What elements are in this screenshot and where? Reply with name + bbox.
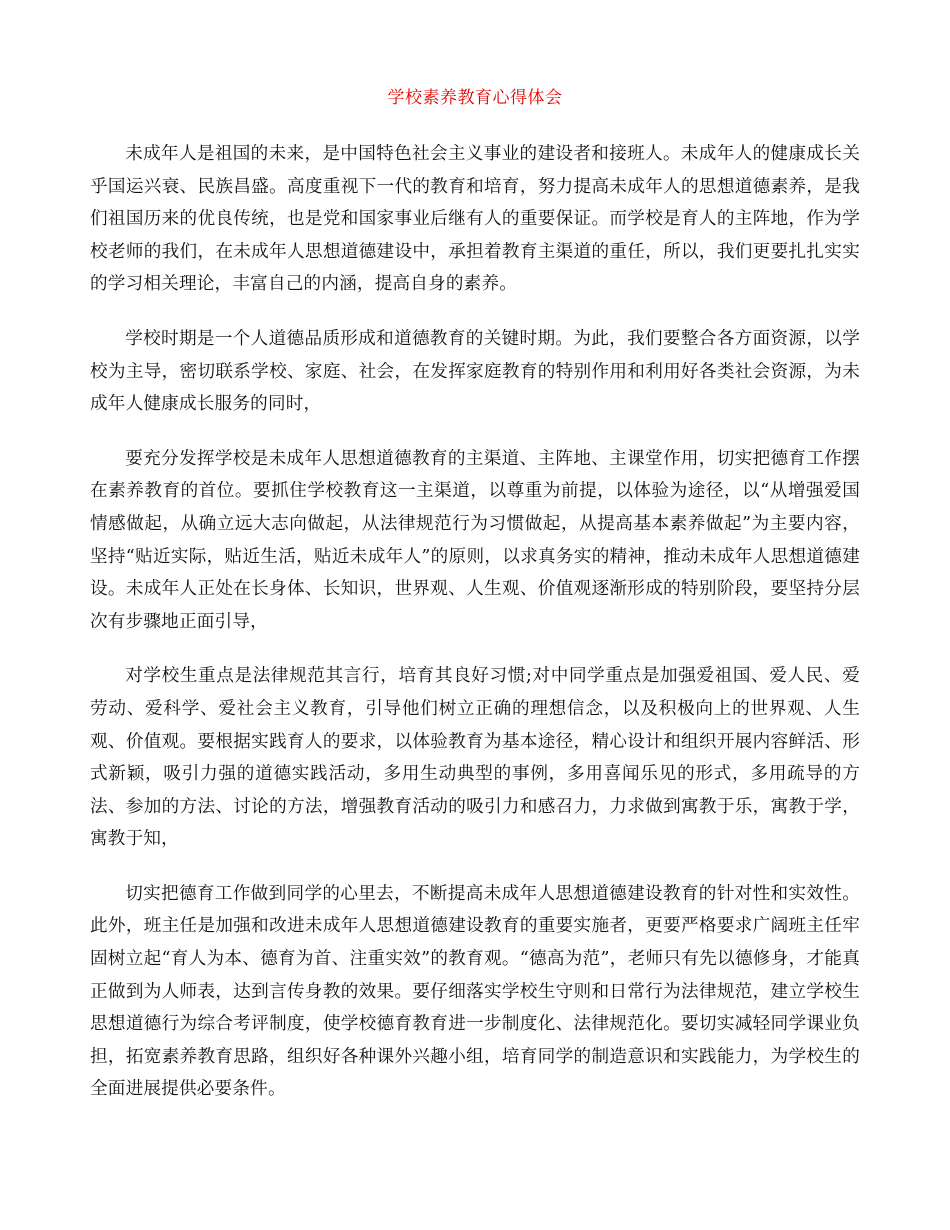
document-body — [90, 138, 860, 1128]
paragraph-2: 学校时期是一个人道德品质形成和道德教育的关键时期。为此，我们要整合各方面资源，以学校为主导，密切联系学校、家庭、社会，在发挥家庭教育的特别作用和利用好各类社会资源，为未成年人健康成长服务的同时， — [90, 328, 860, 415]
document-title: 学校素养教育心得体会 — [387, 88, 563, 108]
paragraph-5: 切实把德育工作做到同学的心里去，不断提高未成年人思想道德建设教育的针对性和实效性。此外，班主任是加强和改进未成年人思想道德建设教育的重要实施者，更要严格要求广阔班主任牢固树立起“育人为本、德育为首、注重实效”的教育观。“德高为范”，老师只有先以德修身，才能真正做到为人师表，达到言传身教的效果。要仔细落实学校生守则和日常行为法律规范，建立学校生思想道德行为综合考评制度，使学校德育教育进一步制度化、法律规范化。要切实减轻同学课业负担，拓宽素养教育思路，组织好各种课外兴趣小组，培育同学的制造意识和实践能力，为学校生的全面进展提供必要条件。 — [90, 883, 860, 1100]
paragraph-4: 对学校生重点是法律规范其言行，培育其良好习惯;对中同学重点是加强爱祖国、爱人民、爱劳动、爱科学、爱社会主义教育，引导他们树立正确的理想信念，以及积极向上的世界观、人生观、价值观。要根据实践育人的要求，以体验教育为基本途径，精心设计和组织开展内容鲜活、形式新颖，吸引力强的道德实践活动，多用生动典型的事例，多用喜闻乐见的形式，多用疏导的方法、参加的方法、讨论的方法，增强教育活动的吸引力和感召力，力求做到寓教于乐，寓教于学，寓教于知， — [90, 666, 860, 850]
paragraph-1: 未成年人是祖国的未来，是中国特色社会主义事业的建设者和接班人。未成年人的健康成长关乎国运兴衰、民族昌盛。高度重视下一代的教育和培育，努力提高未成年人的思想道德素养，是我们祖国历来的优良传统，也是党和国家事业后继有人的重要保证。而学校是育人的主阵地，作为学校老师的我们，在未成年人思想道德建设中，承担着教育主渠道的重任，所以，我们更要扎扎实实的学习相关理论，丰富自己的内涵，提高自身的素养。 — [90, 144, 860, 295]
paragraph-3: 要充分发挥学校是未成年人思想道德教育的主渠道、主阵地、主课堂作用，切实把德育工作摆在素养教育的首位。要抓住学校教育这一主渠道，以尊重为前提，以体验为途径，以“从增强爱国情感做起，从确立远大志向做起，从法律规范行为习惯做起，从提高基本素养做起”为主要内容，坚持“贴近实际，贴近生活，贴近未成年人”的原则，以求真务实的精神，推动未成年人思想道德建设。未成年人正处在长身体、长知识，世界观、人生观、价值观逐渐形成的特别阶段，要坚持分层次有步骤地正面引导， — [90, 448, 860, 632]
